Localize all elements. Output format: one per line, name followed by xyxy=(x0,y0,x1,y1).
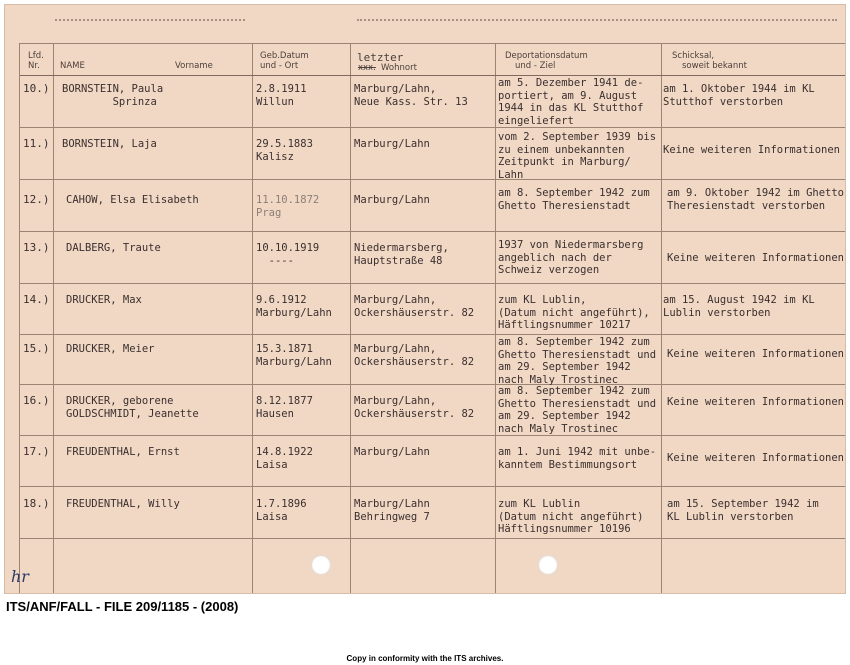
row-divider xyxy=(20,179,846,180)
row-number: 18.) xyxy=(23,497,50,510)
fate-info: am 1. Oktober 1944 im KL Stutthof verstorben xyxy=(663,83,815,108)
fate-info: am 15. August 1942 im KL Lublin verstorben xyxy=(663,294,815,319)
row-number: 15.) xyxy=(23,342,50,355)
deportation-info: am 5. Dezember 1941 de- portiert, am 9. August 1944 in das KL Stutthof eingeliefert xyxy=(498,77,644,127)
deportation-table xyxy=(19,43,846,594)
dotted-line xyxy=(55,19,245,23)
deportation-info: 1937 von Niedermarsberg angeblich nach der Schweiz verzogen xyxy=(498,239,644,276)
person-name: FREUDENTHAL, Ernst xyxy=(66,446,180,458)
fate-info: am 15. September 1942 im KL Lublin verstorben xyxy=(667,498,819,523)
birth-info: 29.5.1883 Kalisz xyxy=(256,138,313,163)
last-residence: Marburg/Lahn, Ockershäuserstr. 82 xyxy=(354,294,475,319)
deportation-info: zum KL Lublin (Datum nicht angeführt) Häftlingsnummer 10196 xyxy=(498,498,644,535)
birth-info: 15.3.1871 Marburg/Lahn xyxy=(256,343,332,368)
birth-info: 14.8.1922 Laisa xyxy=(256,446,313,471)
last-residence: Marburg/Lahn Behringweg 7 xyxy=(354,498,430,523)
deportation-info: am 8. September 1942 zum Ghetto Theresienstadt und am 29. September 1942 nach Maly Trostinec xyxy=(498,336,657,386)
fate-info: Keine weiteren Informationen xyxy=(667,452,845,464)
row-number: 12.) xyxy=(23,193,50,206)
row-divider xyxy=(20,486,846,487)
birth-info: 10.10.1919 ---- xyxy=(256,242,320,267)
deportation-info: am 8. September 1942 zum Ghetto Theresienstadt und am 29. September 1942 nach Maly Trostinec xyxy=(498,385,657,435)
row-divider xyxy=(20,334,846,335)
archive-file-reference: ITS/ANF/FALL - FILE 209/1185 - (2008) xyxy=(6,599,239,614)
header-wohnort: Wohnort xyxy=(381,63,417,73)
row-number: 11.) xyxy=(23,137,50,150)
handwritten-signature: hr xyxy=(11,567,29,586)
person-name: DRUCKER, geborene GOLDSCHMIDT, Jeanette xyxy=(66,395,199,420)
fate-info: am 9. Oktober 1942 im Ghetto Theresienstadt verstorben xyxy=(667,187,845,212)
person-name: DRUCKER, Max xyxy=(66,294,142,306)
header-vorname: Vorname xyxy=(175,61,213,71)
header-birth-date: Geb.Datum xyxy=(260,51,309,61)
header-birth-place: und - Ort xyxy=(260,61,299,71)
deportation-info: am 1. Juni 1942 mit unbe- kanntem Bestimmungsort xyxy=(498,446,657,471)
last-residence: Marburg/Lahn xyxy=(354,194,430,206)
deportation-info: vom 2. September 1939 bis zu einem unbekannten Zeitpunkt in Marburg/ Lahn xyxy=(498,131,657,181)
deportation-info: zum KL Lublin, (Datum nicht angeführt), Häftlingsnummer 10217 xyxy=(498,294,650,331)
last-residence: Marburg/Lahn, Ockershäuserstr. 82 xyxy=(354,343,475,368)
row-number: 17.) xyxy=(23,445,50,458)
fate-info: Keine weiteren Informationen xyxy=(667,252,845,264)
fate-info: Keine weiteren Informationen xyxy=(667,396,845,408)
deportation-info: am 8. September 1942 zum Ghetto Theresienstadt xyxy=(498,187,650,212)
row-divider xyxy=(20,538,846,539)
person-name: BORNSTEIN, Paula Sprinza xyxy=(62,83,164,108)
last-residence: Marburg/Lahn, Ockershäuserstr. 82 xyxy=(354,395,475,420)
birth-info: 11.10.1872 Prag xyxy=(256,194,320,219)
row-divider xyxy=(20,384,846,385)
birth-info: 8.12.1877 Hausen xyxy=(256,395,313,420)
row-divider xyxy=(20,231,846,232)
header-name: NAME xyxy=(60,61,85,71)
punch-hole xyxy=(311,555,331,575)
person-name: BORNSTEIN, Laja xyxy=(62,138,157,150)
header-letzter: letzter xyxy=(357,51,404,64)
last-residence: Marburg/Lahn xyxy=(354,446,430,458)
header-deportation-target: und - Ziel xyxy=(515,61,556,71)
row-divider xyxy=(20,283,846,284)
person-name: DALBERG, Traute xyxy=(66,242,161,254)
header-lfd: Lfd. xyxy=(28,51,44,61)
row-number: 13.) xyxy=(23,241,50,254)
row-number: 14.) xyxy=(23,293,50,306)
last-residence: Marburg/Lahn xyxy=(354,138,430,150)
row-divider xyxy=(20,127,846,128)
person-name: DRUCKER, Meier xyxy=(66,343,155,355)
person-name: FREUDENTHAL, Willy xyxy=(66,498,180,510)
birth-info: 9.6.1912 Marburg/Lahn xyxy=(256,294,332,319)
header-fate: Schicksal, xyxy=(672,51,715,61)
last-residence: Marburg/Lahn, Neue Kass. Str. 13 xyxy=(354,83,468,108)
row-number: 10.) xyxy=(23,82,50,95)
header-divider xyxy=(20,75,846,76)
header-fate-known: soweit bekannt xyxy=(682,61,747,71)
birth-info: 2.8.1911 Willun xyxy=(256,83,307,108)
fate-info: Keine weiteren Informationen xyxy=(663,144,841,156)
header-struck: xxx. xyxy=(358,63,376,73)
person-name: CAHOW, Elsa Elisabeth xyxy=(66,194,199,206)
header-deportation-date: Deportationsdatum xyxy=(505,51,588,61)
fate-info: Keine weiteren Informationen xyxy=(667,348,845,360)
last-residence: Niedermarsberg, Hauptstraße 48 xyxy=(354,242,449,267)
header-nr: Nr. xyxy=(28,61,40,71)
dotted-line xyxy=(357,19,837,23)
row-number: 16.) xyxy=(23,394,50,407)
punch-hole xyxy=(538,555,558,575)
archive-copy-note: Copy in conformity with the ITS archives. xyxy=(346,654,504,663)
document-sheet xyxy=(4,4,846,594)
birth-info: 1.7.1896 Laisa xyxy=(256,498,307,523)
row-divider xyxy=(20,435,846,436)
